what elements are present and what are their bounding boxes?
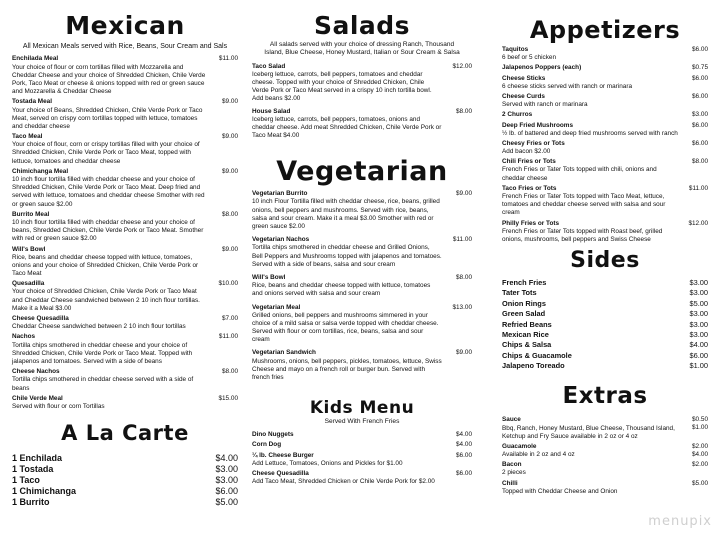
vegetarian-item-price: $9.00: [456, 349, 472, 357]
alacarte-item-price: $4.00: [215, 453, 238, 464]
kids-item-name: ¼ lb. Cheese Burger: [252, 451, 314, 459]
mexican-item-price: $8.00: [222, 210, 238, 218]
appetizers-item-description: 6 cheese sticks served with ranch or marinara: [502, 82, 632, 90]
mexican-item-description: Your choice of flour or corn tortillas filled with Mozzarella and Cheddar Cheese and your choice of Shredded Chicken, Chile Verde Pork, Taco Meat or cheese & onions topped with red or green sauce and Mozzarella & Cheddar Cheese: [12, 63, 206, 96]
vegetarian-item: [252, 349, 472, 382]
appetizers-item-name: Cheese Sticks: [502, 74, 546, 82]
vegetarian-item-name: Vegetarian Nachos: [252, 236, 310, 244]
appetizers-item: [502, 158, 708, 183]
extras-item-name: Chilli: [502, 479, 518, 487]
mexican-item-name: Cheese Quesadilla: [12, 315, 69, 323]
mexican-item-price: $15.00: [218, 394, 238, 402]
extras-item-description: Available in 2 oz and 4 oz: [502, 451, 575, 459]
appetizers-item-name: Taquitos: [502, 46, 529, 53]
sides-item: [502, 299, 708, 309]
vegetarian-item-price: $8.00: [456, 273, 472, 281]
alacarte-heading: A La Carte: [61, 421, 189, 446]
appetizers-item-price: $3.00: [692, 111, 708, 119]
alacarte-list: [12, 453, 238, 508]
sides-item-name: Green Salad: [502, 309, 546, 319]
extras-item-price: $0.50: [692, 416, 708, 424]
sides-item-price: $3.00: [689, 329, 708, 339]
mexican-item: [12, 280, 238, 313]
mexican-item: [12, 211, 238, 244]
mexican-item-name: Chimichanga Meal: [12, 167, 69, 175]
salads-heading: Salads: [313, 11, 411, 40]
appetizers-item-description: Add bacon $2.00: [502, 148, 551, 156]
alacarte-item-name: 1 Chimichanga: [12, 485, 77, 496]
sides-item: [502, 330, 708, 340]
appetizers-item-name: Jalapenos Poppers (each): [502, 64, 582, 72]
kids-item: [252, 441, 472, 449]
kids-item: [252, 452, 472, 468]
sides-item-name: Chips & Salsa: [502, 340, 552, 350]
alacarte-item: [12, 464, 238, 475]
kids-item: [252, 470, 472, 486]
extras-item-price: $2.00: [692, 461, 708, 469]
kids-subtitle: Served With French Fries: [324, 418, 400, 426]
alacarte-item: [12, 475, 238, 486]
vegetarian-item-name: Vegetarian Sandwich: [252, 349, 316, 357]
mexican-item: [12, 246, 238, 279]
sides-item-name: Tater Tots: [502, 288, 537, 298]
sides-item: [502, 340, 708, 350]
alacarte-item-price: $3.00: [215, 464, 238, 475]
mexican-item-price: $7.00: [222, 315, 238, 323]
appetizers-item-description: French Fries or Tater Tots topped with Taco Meat, lettuce, tomatoes and cheddar cheese served with salsa and sour cream: [502, 193, 666, 217]
extras-item-description: Bbq, Ranch, Honey Mustard, Blue Cheese, Thousand Island, Ketchup and Fry Sauce available in 2 oz or 4 oz: [502, 424, 675, 440]
mexican-item-description: Rice, beans and cheddar cheese topped with lettuce, tomatoes, onions and your choice of Shredded Chicken, Chile Verde Pork or Taco Meat: [12, 253, 199, 278]
appetizers-item-price: $12.00: [688, 219, 708, 227]
mexican-heading: Mexican: [65, 11, 185, 40]
kids-item-price: $6.00: [456, 451, 472, 459]
vegetarian-heading: Vegetarian: [276, 156, 448, 188]
appetizers-item-description: French Fries or Tater Tots topped with Roast beef, grilled onions, mushrooms, bell peppers and Swiss Cheese: [502, 227, 663, 243]
alacarte-item-price: $5.00: [215, 496, 238, 507]
salads-item-price: $8.00: [456, 107, 472, 115]
sides-list: [502, 278, 708, 371]
kids-item-price: $6.00: [456, 469, 472, 477]
mexican-item: [12, 133, 238, 166]
salads-item: [252, 108, 472, 141]
mexican-item-description: Your choice of flour, corn or crispy tortillas filled with your choice of Shredded Chicken, Chile Verde Pork or Taco Meat, topped with lettuce, tomatoes and cheddar cheese: [12, 141, 200, 165]
extras-item: [502, 461, 708, 477]
extras-item-price: $5.00: [692, 479, 708, 487]
mexican-item-description: 10 inch flour tortilla filled with cheddar cheese and your choice of Shredded Chicken, Chile Verde Pork or Taco Meat. Deep fried and served with lettuce, tomatoes and cheddar cheese Smother with red or green sauce $2.00: [12, 176, 205, 208]
mexican-item-description: Your choice of Beans, Shredded Chicken, Chile Verde Pork or Taco Meat, served on crispy corn tortillas topped with lettuce, tomatoes and cheddar cheese: [12, 106, 203, 130]
appetizers-item: [502, 220, 708, 245]
mexican-item-name: Will's Bowl: [12, 245, 46, 253]
alacarte-item: [12, 486, 238, 497]
salads-item-name: Taco Salad: [252, 62, 286, 70]
vegetarian-item-description: Rice, beans and cheddar cheese topped with lettuce, tomatoes and onions served with salsa and sour cream: [252, 282, 431, 298]
appetizers-item-price: $0.75: [692, 64, 708, 72]
mexican-item-price: $9.00: [222, 98, 238, 106]
mexican-item-name: Nachos: [12, 333, 36, 341]
extras-item-name: Bacon: [502, 461, 522, 469]
vegetarian-item-description: Mushrooms, onions, bell peppers, pickles, tomatoes, lettuce, Swiss Cheese and mayo on a french roll or burger bun. Served with french fries: [252, 357, 442, 382]
salads-item-description: Iceberg lettuce, carrots, bell peppers, tomatoes and cheddar cheese. Topped with your choice of Shredded Chicken, Chile Verde Pork or Taco Meat served in a crispy 10 inch tortilla bowl. Add beans $2.00: [252, 70, 432, 103]
appetizers-item-name: Chili Fries or Tots: [502, 158, 556, 166]
sides-item-price: $1.00: [689, 361, 708, 370]
alacarte-item-price: $6.00: [215, 485, 238, 496]
sides-item-price: $5.00: [689, 298, 708, 308]
mexican-item-description: Tortilla chips smothered in cheddar cheese and your choice of Shredded Chicken, Chile Verde Pork or Taco Meat. Topped with jalapenos and tomatoes. Served with a side of beans: [12, 341, 193, 365]
mexican-item-description: Your choice of Shredded Chicken, Chile Verde Pork or Taco Meat and Cheddar Cheese sandwiched between 2 10 inch flour tortillas. Make it a Meal $3.00: [12, 288, 200, 312]
vegetarian-item: [252, 304, 472, 345]
mexican-subtitle: All Mexican Meals served with Rice, Beans, Sour Cream and Sals: [22, 43, 228, 50]
sides-item: [502, 361, 708, 371]
appetizers-item: [502, 75, 708, 91]
appetizers-item-description: French Fries or Tater Tots topped with chili, onions and cheddar cheese: [502, 166, 657, 182]
alacarte-item-name: 1 Tostada: [12, 464, 54, 475]
mexican-item: [12, 368, 238, 393]
alacarte-item-name: 1 Taco: [12, 475, 40, 486]
salads-item-description: Iceberg lettuce, carrots, bell peppers, tomatoes, onions and cheddar cheese. Add meat Shredded Chicken, Chile Verde Pork or Taco Meat $4.00: [252, 115, 442, 140]
mexican-item-price: $9.00: [222, 133, 238, 141]
sides-item: [502, 320, 708, 330]
extras-item-name: Sauce: [502, 416, 521, 424]
kids-item-description: Add Lettuce, Tomatoes, Onions and Pickles for $1.00: [252, 459, 403, 467]
mexican-item-name: Taco Meal: [12, 133, 43, 141]
kids-item-name: Cheese Quesadilla: [252, 469, 309, 477]
appetizers-item: [502, 122, 708, 138]
appetizers-item: [502, 93, 708, 109]
mexican-item-price: $9.00: [222, 245, 238, 253]
appetizers-item-price: $6.00: [692, 121, 708, 129]
mexican-item: [12, 168, 238, 209]
mexican-item: [12, 395, 238, 411]
vegetarian-item-description: 10 inch Flour Tortilla filled with cheddar cheese, rice, beans, grilled onions, bell peppers and mushrooms. Served with rice, beans, salsa and sour cream. Make it a meal $3.00 Smother with red or green sauce $2.00: [252, 198, 440, 231]
vegetarian-item: [252, 274, 472, 299]
appetizers-item-price: $6.00: [692, 92, 708, 100]
vegetarian-item-price: $9.00: [456, 190, 472, 198]
mexican-item-name: Enchilada Meal: [12, 55, 59, 63]
appetizers-item: [502, 64, 708, 72]
mexican-item: [12, 98, 238, 131]
appetizers-item-description: ½ lb. of battered and deep fried mushrooms served with ranch: [502, 129, 678, 137]
appetizers-item: [502, 46, 708, 62]
sides-item-price: $3.00: [689, 288, 708, 298]
extras-item-price: $2.00: [692, 442, 708, 450]
vegetarian-item-price: $13.00: [452, 303, 472, 311]
kids-list: [252, 431, 472, 486]
vegetarian-item-description: Grilled onions, bell peppers and mushrooms simmered in your choice of a mild salsa or salsa verde topped with cheddar cheese. Served with flour or corn tortillas, rice, beans, salsa and sour cream: [252, 311, 439, 344]
mexican-item-name: Chile Verde Meal: [12, 394, 63, 402]
appetizers-item-price: $6.00: [692, 139, 708, 147]
sides-item: [502, 288, 708, 298]
extras-item-description: Topped with Cheddar Cheese and Onion: [502, 487, 618, 495]
mexican-item-name: Quesadilla: [12, 280, 45, 288]
vegetarian-list: [252, 190, 472, 382]
alacarte-item: [12, 453, 238, 464]
sides-item-price: $3.00: [689, 309, 708, 319]
salads-item: [252, 63, 472, 104]
sides-item-name: Jalapeno Toreado: [502, 361, 565, 370]
column-middle: [252, 0, 472, 488]
mexican-item-price: $11.00: [218, 55, 238, 63]
alacarte-item-name: 1 Burrito: [12, 496, 50, 507]
appetizers-item-name: Taco Fries or Tots: [502, 184, 557, 192]
appetizers-item-name: Philly Fries or Tots: [502, 219, 560, 227]
mexican-item-name: Cheese Nachos: [12, 368, 60, 376]
appetizers-item-name: Deep Fried Mushrooms: [502, 121, 574, 129]
menupix-watermark: menupix: [648, 514, 712, 529]
sides-item-name: French Fries: [502, 278, 547, 288]
appetizers-item-description: Served with ranch or marinara: [502, 101, 588, 109]
mexican-item-name: Tostada Meal: [12, 98, 53, 106]
appetizers-item: [502, 185, 708, 218]
appetizers-item-price: $8.00: [692, 158, 708, 166]
extras-item-description: 2 pieces: [502, 469, 526, 477]
extras-item-price-large: $1.00: [692, 424, 708, 432]
mexican-item: [12, 55, 238, 96]
kids-item-description: Add Taco Meat, Shredded Chicken or Chile Verde Pork for $2.00: [252, 478, 435, 486]
mexican-item-price: $8.00: [222, 368, 238, 376]
sides-item-name: Chips & Guacamole: [502, 350, 572, 360]
mexican-item-description: Tortilla chips smothered in cheddar cheese served with a side of beans: [12, 376, 194, 392]
sides-item-price: $4.00: [689, 340, 708, 350]
appetizers-item: [502, 111, 708, 119]
mexican-item-price: $11.00: [218, 333, 238, 341]
kids-item-name: Corn Dog: [252, 441, 282, 449]
vegetarian-item-name: Vegetarian Meal: [252, 303, 301, 311]
sides-item-price: $6.00: [689, 350, 708, 360]
appetizers-item-description: 6 beef or 5 chicken: [502, 54, 556, 62]
salads-list: [252, 63, 472, 141]
alacarte-item: [12, 497, 238, 508]
mexican-item-description: 10 inch flour tortilla filled with cheddar cheese and your choice of beans, Shredded Chicken, Chile Verde Pork or Taco Meat. Smother with red or green sauce $2.00: [12, 218, 204, 243]
vegetarian-item-description: Tortilla chips smothered in cheddar cheese and Grilled Onions, Bell Peppers and Mushrooms topped with jalapenos and tomatoes. Served with a side of beans, salsa and sour cream: [252, 244, 442, 268]
column-right: [502, 0, 708, 498]
mexican-item-price: $10.00: [218, 280, 238, 288]
mexican-item-name: Burrito Meal: [12, 210, 50, 218]
sides-item-price: $3.00: [689, 319, 708, 329]
sides-item-name: Refried Beans: [502, 319, 552, 329]
mexican-item-description: Cheddar Cheese sandwiched between 2 10 inch flour tortillas: [12, 323, 186, 331]
mexican-list: [12, 55, 238, 411]
vegetarian-item-name: Will's Bowl: [252, 273, 286, 281]
sides-item-price: $3.00: [689, 278, 708, 288]
column-left: [12, 0, 238, 508]
appetizers-item-price: $11.00: [688, 184, 708, 192]
sides-item-name: Mexican Rice: [502, 329, 549, 339]
extras-item-price-large: $4.00: [692, 450, 708, 458]
extras-heading: Extras: [562, 383, 648, 410]
sides-item-name: Onion Rings: [502, 298, 546, 308]
appetizers-item-name: 2 Churros: [502, 111, 533, 119]
mexican-item: [12, 333, 238, 366]
alacarte-item-price: $3.00: [215, 475, 238, 486]
sides-item: [502, 351, 708, 361]
mexican-item: [12, 315, 238, 331]
extras-item: [502, 480, 708, 496]
appetizers-item-name: Cheese Curds: [502, 92, 545, 100]
mexican-item-description: Served with flour or corn Tortillas: [12, 402, 105, 410]
extras-item-name: Guacamole: [502, 442, 537, 450]
kids-item: [252, 431, 472, 439]
vegetarian-item: [252, 190, 472, 231]
vegetarian-item: [252, 236, 472, 269]
alacarte-item-name: 1 Enchilada: [12, 453, 63, 464]
sides-heading: Sides: [570, 248, 640, 274]
appetizers-item: [502, 140, 708, 156]
kids-heading: Kids Menu: [309, 398, 415, 419]
vegetarian-item-name: Vegetarian Burrito: [252, 190, 308, 198]
salads-item-name: House Salad: [252, 107, 291, 115]
extras-list: [502, 416, 708, 496]
kids-item-name: Dino Nuggets: [252, 431, 294, 439]
appetizers-heading: Appetizers: [529, 16, 681, 44]
mexican-item-price: $9.00: [222, 167, 238, 175]
appetizers-item-name: Cheesy Fries or Tots: [502, 139, 565, 147]
salads-subtitle: All salads served with your choice of dressing Ranch, Thousand Island, Blue Cheese, Honey Mustard, Italian or Sour Cream & Salsa: [264, 41, 460, 56]
appetizers-list: [502, 46, 708, 244]
sides-item: [502, 309, 708, 319]
appetizers-item-price: $6.00: [692, 46, 708, 53]
extras-item: [502, 416, 708, 441]
sides-item: [502, 278, 708, 288]
kids-item-price: $4.00: [456, 441, 472, 449]
vegetarian-item-price: $11.00: [452, 236, 472, 244]
appetizers-item-price: $6.00: [692, 74, 708, 82]
extras-item: [502, 443, 708, 459]
kids-item-price: $4.00: [456, 431, 472, 439]
salads-item-price: $12.00: [452, 62, 472, 70]
